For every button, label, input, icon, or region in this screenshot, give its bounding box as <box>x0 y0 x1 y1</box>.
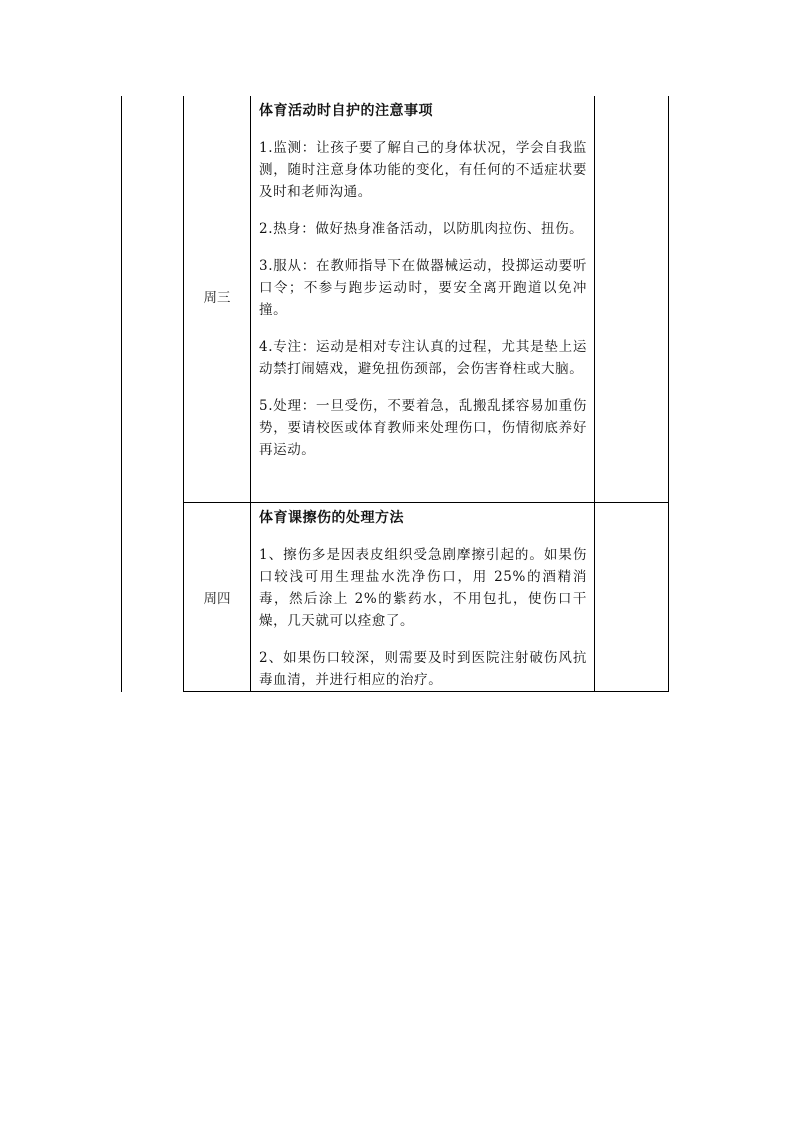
paragraph: 3.服从：在教师指导下在做器械运动，投掷运动要听口令；不参与跑步运动时，要安全离开跑道以免冲撞。 <box>259 258 587 318</box>
paragraph: 1.监测：让孩子要了解自己的身体状况，学会自我监测，随时注意身体功能的变化，有任何的不适症状要及时和老师沟通。 <box>259 140 587 200</box>
section-title: 体育活动时自护的注意事项 <box>259 103 433 119</box>
day-cell <box>184 503 251 692</box>
empty-cell <box>122 96 184 692</box>
content-cell <box>251 96 595 503</box>
paragraph: 5.处理：一旦受伤，不要着急，乱搬乱揉容易加重伤势，要请校医或体育教师来处理伤口，伤情彻底养好再运动。 <box>259 398 587 458</box>
section-title: 体育课擦伤的处理方法 <box>259 510 404 526</box>
paragraph: 1、擦伤多是因表皮组织受急剧摩擦引起的。如果伤口较浅可用生理盐水洗净伤口，用 25%的酒精消毒，然后涂上 2%的紫药水，不用包扎，使伤口干燥，几天就可以痊愈了。 <box>259 547 587 629</box>
table-row <box>122 96 669 503</box>
empty-cell <box>595 96 669 503</box>
paragraph: 2.热身：做好热身准备活动，以防肌肉拉伤、扭伤。 <box>259 221 584 237</box>
day-label: 周三 <box>203 290 231 306</box>
day-label: 周四 <box>203 591 231 607</box>
schedule-table <box>121 96 669 692</box>
empty-cell <box>595 503 669 692</box>
paragraph: 4.专注：运动是相对专注认真的过程，尤其是垫上运动禁打闹嬉戏，避免扭伤颈部，会伤害脊柱或大脑。 <box>259 339 587 377</box>
content-block <box>251 507 594 691</box>
day-cell <box>184 96 251 503</box>
paragraph: 2、如果伤口较深，则需要及时到医院注射破伤风抗毒血清，并进行相应的治疗。 <box>259 650 587 688</box>
content-cell <box>251 503 595 692</box>
content-block <box>251 100 594 461</box>
table-row <box>122 503 669 692</box>
